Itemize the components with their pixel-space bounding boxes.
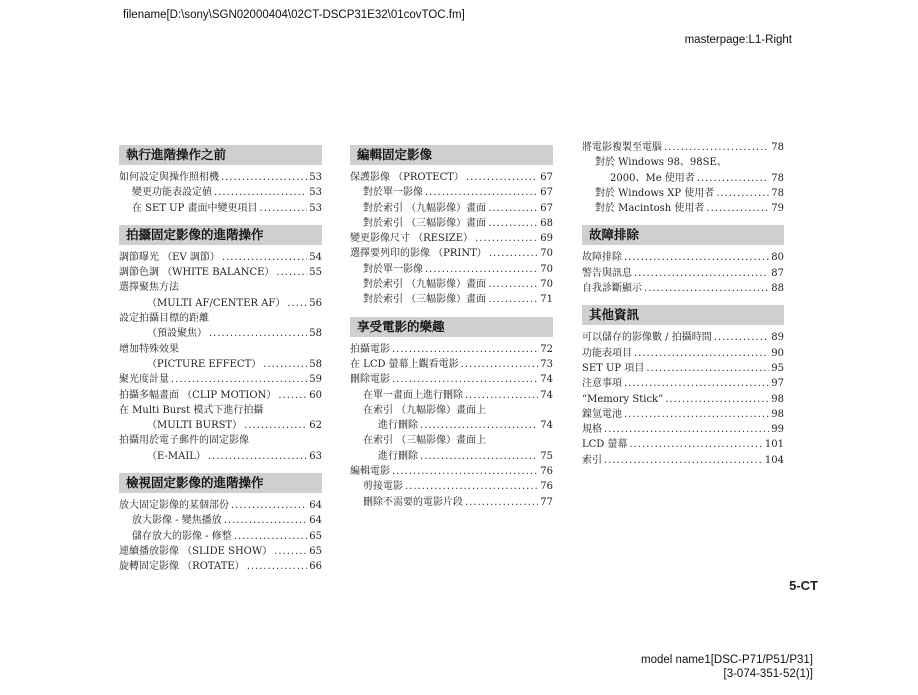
toc-entry[interactable] [350, 372, 553, 387]
toc-page-number: 58 [309, 358, 322, 370]
section-heading: 編輯固定影像 [350, 145, 553, 165]
document-code-label: [3-074-351-52(1)] [723, 668, 813, 680]
toc-entry[interactable] [582, 407, 784, 422]
toc-page-number: 87 [771, 267, 784, 279]
toc-entry[interactable] [119, 388, 322, 403]
toc-page-number: 59 [309, 374, 322, 386]
toc-entry-title: 變更功能表設定値 [132, 187, 212, 199]
toc-page-number: 77 [540, 496, 553, 508]
toc-page-number: 76 [540, 466, 553, 478]
model-name-label: model name1[DSC-P71/P51/P31] [641, 654, 813, 666]
toc-page-number: 64 [309, 500, 322, 512]
dot-leader [488, 216, 538, 231]
section-gap [582, 216, 784, 225]
toc-entry[interactable] [350, 479, 553, 494]
dot-leader [392, 464, 538, 479]
toc-entry-title: 在 SET UP 畫面中變更項目 [132, 202, 258, 214]
toc-entry-title: 對於 Windows XP 使用者 [595, 187, 715, 199]
toc-entry[interactable] [119, 449, 322, 464]
section-gap [119, 216, 322, 225]
toc-entry-title: 設定拍攝目標的距離 [119, 313, 209, 325]
toc-page-number: 74 [540, 389, 553, 401]
toc-page-number: 75 [540, 450, 553, 462]
toc-page-number: 78 [771, 142, 784, 153]
masterpage-label: masterpage:L1-Right [684, 34, 792, 46]
toc-column-2 [350, 145, 553, 510]
toc-entry-title: 放大固定影像的某個部份 [119, 500, 229, 512]
toc-entry[interactable] [350, 262, 553, 277]
toc-entry-title: 規格 [582, 424, 602, 436]
toc-page-number: 60 [309, 389, 322, 401]
toc-page-number: 99 [771, 424, 784, 436]
section-heading: 故障排除 [582, 225, 784, 245]
toc-page-number: 70 [540, 279, 553, 291]
toc-page-number: 53 [309, 172, 322, 183]
toc-entry-title: 拍攝用於電子郵件的固定影像 [119, 435, 249, 447]
toc-page-number: 79 [771, 203, 784, 215]
section-gap [582, 296, 784, 305]
toc-page-number: 53 [309, 202, 322, 214]
toc-entry[interactable] [119, 372, 322, 387]
section-heading: 檢視固定影像的進階操作 [119, 473, 322, 493]
toc-entry[interactable] [350, 231, 553, 246]
toc-entry-title: 如何設定與操作照相機 [119, 172, 219, 183]
toc-entry[interactable] [119, 311, 322, 326]
toc-entry[interactable] [119, 201, 322, 216]
dot-leader [222, 250, 307, 265]
toc-page-number: 63 [309, 450, 322, 462]
dot-leader [425, 185, 538, 200]
toc-entry[interactable] [350, 342, 553, 357]
toc-entry[interactable] [119, 342, 322, 357]
toc-entry[interactable] [350, 170, 553, 185]
toc-page-number: 95 [771, 362, 784, 374]
toc-entry[interactable] [582, 281, 784, 296]
toc-entry-title: 索引 [582, 454, 602, 466]
page-number: 5-CT [789, 578, 818, 593]
toc-page-number: 74 [540, 420, 553, 432]
dot-leader [489, 246, 538, 261]
toc-entry[interactable] [350, 418, 553, 433]
toc-entry-title: 進行刪除 [378, 420, 418, 432]
dot-leader [231, 498, 307, 513]
toc-entry-title: 在單一畫面上進行刪除 [363, 389, 463, 401]
toc-entry[interactable] [350, 388, 553, 403]
dot-leader [488, 201, 538, 216]
toc-page-number: 70 [540, 263, 553, 275]
filename-label: filename[D:\sony\SGN02000404\02CT-DSCP31E32\01covTOC.fm] [123, 9, 465, 21]
toc-entry[interactable] [582, 330, 784, 345]
toc-entry[interactable] [119, 170, 322, 185]
toc-entry-title: 2000、Me 使用者 [610, 172, 695, 184]
toc-entry[interactable] [119, 544, 322, 559]
toc-entry-title: 變更影像尺寸 （RESIZE） [350, 233, 474, 245]
toc-entry[interactable] [119, 529, 322, 544]
dot-leader [244, 418, 307, 433]
dot-leader [171, 372, 307, 387]
toc-entry[interactable] [119, 559, 322, 574]
toc-entry-title: 在索引 （三幅影像）畫面上 [363, 435, 487, 447]
toc-page-number: 65 [309, 545, 322, 557]
toc-entry[interactable] [119, 357, 322, 372]
dot-leader [664, 140, 769, 155]
dot-leader [221, 170, 307, 185]
toc-column-1 [119, 145, 322, 575]
toc-entry[interactable] [119, 280, 322, 295]
dot-leader [260, 201, 308, 216]
dot-leader [716, 186, 769, 201]
toc-entry[interactable] [350, 185, 553, 200]
toc-entry[interactable] [119, 433, 322, 448]
dot-leader [706, 201, 769, 216]
toc-page-number: 73 [540, 358, 553, 370]
toc-entry[interactable] [582, 453, 784, 468]
toc-page-number: 67 [540, 172, 553, 183]
dot-leader [276, 265, 307, 280]
toc-entry-title: 連續播放影像 （SLIDE SHOW） [119, 545, 273, 557]
toc-page-number: 90 [771, 347, 784, 359]
dot-leader [425, 262, 538, 277]
toc-entry[interactable] [582, 266, 784, 281]
toc-entry-title: 刪除不需要的電影片段 [363, 496, 463, 508]
toc-entry-title: 選擇要列印的影像 （PRINT） [350, 248, 487, 260]
toc-entry[interactable] [119, 403, 322, 418]
toc-entry[interactable] [582, 361, 784, 376]
dot-leader [646, 361, 769, 376]
toc-entry-title: 保護影像 （PROTECT） [350, 172, 464, 183]
toc-page-number: 76 [540, 481, 553, 493]
toc-entry-title: 將電影複製至電腦 [582, 142, 662, 153]
dot-leader [475, 231, 538, 246]
toc-entry[interactable] [582, 392, 784, 407]
toc-entry[interactable] [582, 376, 784, 391]
dot-leader [697, 171, 769, 186]
section-heading: 拍攝固定影像的進階操作 [119, 225, 322, 245]
toc-entry-title: 調節曝光 （EV 調節） [119, 251, 220, 263]
toc-page-number: 80 [771, 252, 784, 264]
dot-leader [630, 437, 763, 452]
toc-entry-title: 拍攝電影 [350, 343, 390, 355]
toc-page-number: 54 [309, 251, 322, 263]
toc-page-number: 62 [309, 420, 322, 432]
dot-leader [278, 388, 307, 403]
toc-entry-title: 對於單一影像 [363, 187, 423, 199]
toc-entry-title: 自我診斷顯示 [582, 283, 642, 295]
toc-entry[interactable] [582, 437, 784, 452]
toc-entry[interactable] [350, 464, 553, 479]
section-heading: 享受電影的樂趣 [350, 317, 553, 337]
dot-leader [392, 372, 538, 387]
toc-entry-title: 旋轉固定影像 （ROTATE） [119, 561, 245, 573]
dot-leader [488, 292, 538, 307]
toc-entry[interactable] [582, 155, 784, 170]
toc-page-number: 66 [309, 561, 322, 573]
toc-page-number: 71 [540, 294, 553, 306]
section-gap [119, 464, 322, 473]
toc-entry-title: 剪接電影 [363, 481, 403, 493]
toc-entry-title: 注意事項 [582, 378, 622, 390]
toc-entry[interactable] [119, 265, 322, 280]
dot-leader [488, 277, 538, 292]
toc-entry-title: 選擇聚焦方法 [119, 282, 179, 294]
toc-entry[interactable] [582, 171, 784, 186]
toc-entry-title: 對於索引 （三幅影像）畫面 [363, 294, 487, 306]
toc-entry-title: 鎳氫電池 [582, 408, 622, 420]
toc-entry-title: SET UP 項目 [582, 362, 645, 374]
dot-leader [420, 418, 538, 433]
toc-entry-title: 在 Multi Burst 模式下進行拍攝 [119, 404, 264, 416]
toc-entry-title: 增加特殊效果 [119, 343, 179, 355]
toc-entry-title: 調節色調 （WHITE BALANCE） [119, 267, 275, 279]
dot-leader [209, 326, 307, 341]
toc-page-number: 56 [309, 297, 322, 309]
toc-entry-title: 對於索引 （九幅影像）畫面 [363, 279, 487, 291]
toc-entry-title: 聚光度計量 [119, 374, 169, 386]
dot-leader [644, 281, 769, 296]
toc-page-number: 55 [309, 267, 322, 279]
toc-entry-title: （PICTURE EFFECT） [147, 358, 262, 370]
toc-entry-title: （E-MAIL） [147, 450, 206, 462]
toc-entry-title: 對於索引 （三幅影像）畫面 [363, 217, 487, 229]
toc-entry-title: 對於單一影像 [363, 263, 423, 275]
toc-entry-title: 功能表項目 [582, 347, 632, 359]
toc-page-number: 97 [771, 378, 784, 390]
toc-entry-title: 可以儲存的影像數 / 拍攝時間 [582, 332, 712, 344]
toc-entry-title: 放大影像 - 變焦播放 [132, 515, 222, 527]
toc-entry-title: 警告與訊息 [582, 267, 632, 279]
toc-entry[interactable] [119, 418, 322, 433]
toc-entry-title: （預設聚焦） [147, 328, 207, 340]
toc-entry[interactable] [119, 513, 322, 528]
toc-page-number: 67 [540, 202, 553, 214]
toc-entry[interactable] [350, 403, 553, 418]
section-gap [350, 308, 553, 317]
toc-entry[interactable] [350, 201, 553, 216]
toc-entry[interactable] [119, 185, 322, 200]
toc-entry[interactable] [582, 201, 784, 216]
toc-entry-title: 拍攝多幅畫面 （CLIP MOTION） [119, 389, 277, 401]
toc-entry[interactable] [119, 296, 322, 311]
toc-column-3 [582, 140, 784, 468]
toc-page-number: 70 [540, 248, 553, 260]
dot-leader [665, 392, 769, 407]
toc-entry[interactable] [350, 216, 553, 231]
toc-page-number: 74 [540, 374, 553, 386]
toc-entry-title: 在索引 （九幅影像）畫面上 [363, 404, 487, 416]
toc-entry[interactable] [582, 186, 784, 201]
toc-entry-title: 編輯電影 [350, 466, 390, 478]
dot-leader [624, 250, 769, 265]
toc-entry[interactable] [350, 246, 553, 261]
toc-page-number: 104 [764, 454, 784, 466]
toc-entry-title: 對於 Macintosh 使用者 [595, 203, 705, 215]
toc-page-number: 69 [540, 233, 553, 245]
toc-entry-title: “Memory Stick” [582, 393, 664, 405]
toc-page-number: 72 [540, 343, 553, 355]
toc-entry-title: 在 LCD 螢幕上觀看電影 [350, 358, 459, 370]
dot-leader [392, 342, 538, 357]
toc-entry-title: 進行刪除 [378, 450, 418, 462]
toc-entry-title: 故障排除 [582, 252, 622, 264]
toc-entry[interactable] [350, 449, 553, 464]
toc-page-number: 65 [309, 530, 322, 542]
dot-leader [461, 357, 539, 372]
toc-page-number: 67 [540, 187, 553, 199]
toc-entry-title: （MULTI AF/CENTER AF） [147, 297, 286, 309]
toc-entry[interactable] [350, 357, 553, 372]
toc-entry[interactable] [350, 433, 553, 448]
toc-entry[interactable] [350, 277, 553, 292]
section-heading: 執行進階操作之前 [119, 145, 322, 165]
toc-page-number: 53 [309, 187, 322, 199]
toc-page-number: 78 [771, 172, 784, 184]
dot-leader [263, 357, 307, 372]
toc-entry[interactable] [119, 326, 322, 341]
dot-leader [214, 185, 307, 200]
toc-entry-title: 刪除電影 [350, 374, 390, 386]
toc-page-number: 64 [309, 515, 322, 527]
dot-leader [466, 170, 538, 185]
toc-entry[interactable] [119, 498, 322, 513]
dot-leader [208, 449, 307, 464]
toc-entry[interactable] [582, 346, 784, 361]
dot-leader [234, 529, 308, 544]
dot-leader [405, 479, 538, 494]
toc-page-number: 98 [771, 408, 784, 420]
toc-entry-title: 對於索引 （九幅影像）畫面 [363, 202, 487, 214]
toc-entry-title: 對於 Windows 98、98SE、 [595, 157, 727, 169]
dot-leader [274, 544, 307, 559]
toc-page-number: 98 [771, 393, 784, 405]
toc-page-number: 101 [764, 439, 784, 451]
toc-entry[interactable] [582, 422, 784, 437]
toc-entry-title: 儲存放大的影像 - 修整 [132, 530, 232, 542]
toc-entry-title: LCD 螢幕 [582, 439, 628, 451]
toc-entry[interactable] [119, 250, 322, 265]
toc-page-number: 78 [771, 187, 784, 199]
dot-leader [465, 388, 538, 403]
toc-page-number: 68 [540, 217, 553, 229]
dot-leader [604, 453, 763, 468]
toc-page-number: 88 [771, 283, 784, 295]
dot-leader [247, 559, 308, 574]
dot-leader [634, 346, 769, 361]
toc-page-number: 89 [771, 332, 784, 344]
dot-leader [465, 495, 538, 510]
dot-leader [634, 266, 769, 281]
dot-leader [224, 513, 308, 528]
toc-entry[interactable] [582, 140, 784, 155]
dot-leader [420, 449, 538, 464]
toc-entry-title: （MULTI BURST） [147, 420, 243, 432]
dot-leader [604, 422, 769, 437]
dot-leader [714, 330, 770, 345]
toc-entry[interactable] [582, 250, 784, 265]
toc-entry[interactable] [350, 292, 553, 307]
dot-leader [287, 296, 307, 311]
dot-leader [624, 407, 769, 422]
dot-leader [624, 376, 769, 391]
section-heading: 其他資訊 [582, 305, 784, 325]
toc-entry[interactable] [350, 495, 553, 510]
toc-page-number: 58 [309, 328, 322, 340]
